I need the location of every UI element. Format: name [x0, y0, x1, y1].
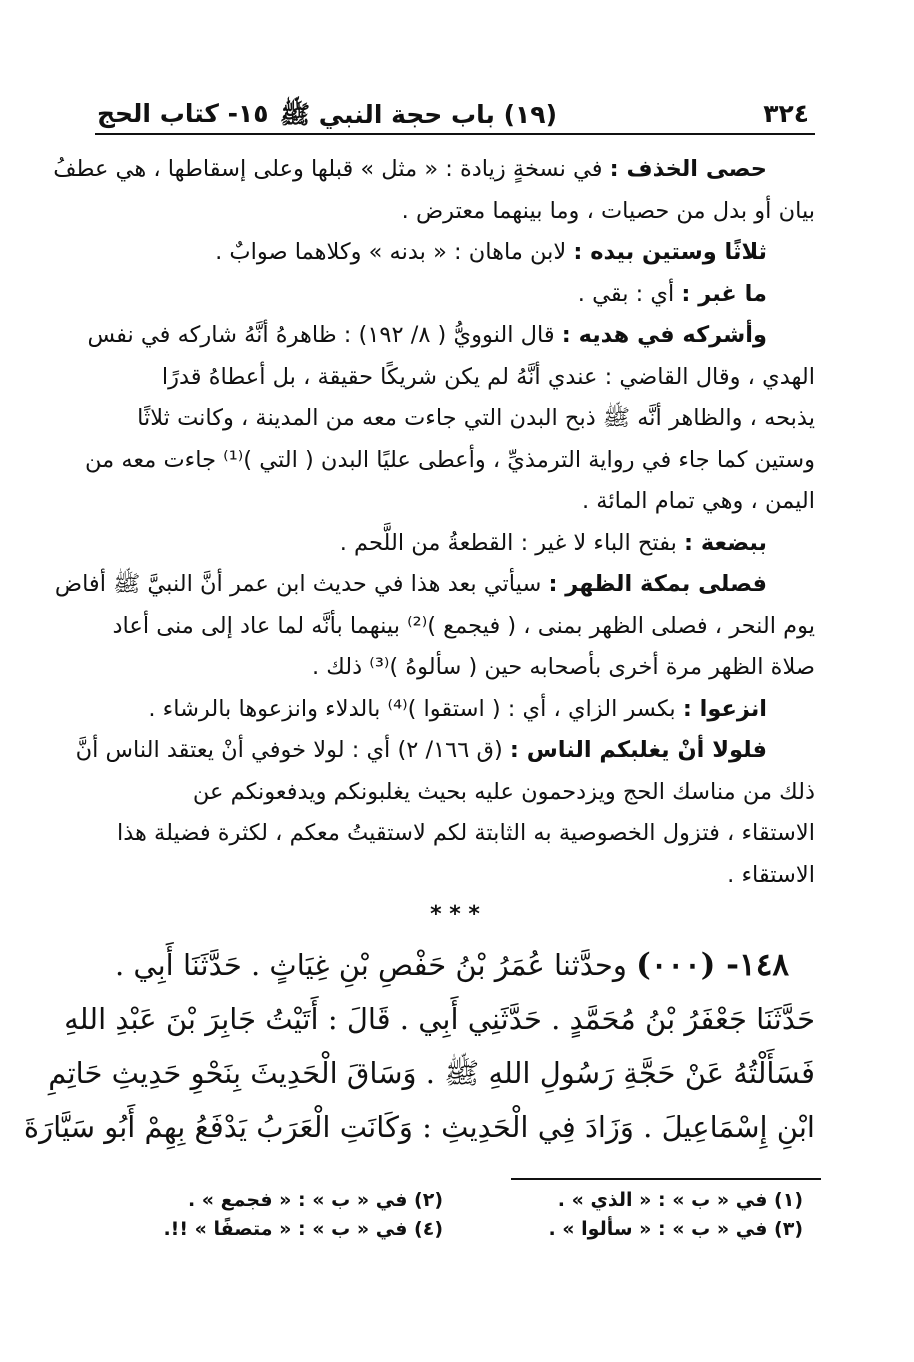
hadith-line: [48, 1046, 815, 1100]
hadith-line-content: فَسَأَلْتُهُ عَنْ حَجَّةِ رَسُولِ اللهِ ﷺ . وَسَاقَ الْحَدِيثَ بِنَحْوِ حَدِيثِ حَاتِمِ: [48, 1056, 815, 1090]
commentary-line-term: ثلاثًا وستين بيده :: [573, 239, 767, 265]
commentary-line-term: ببضعة :: [684, 529, 767, 556]
commentary-line-content: (ق ١٦٦/ ٢) أي : لولا خوفي أنْ يعتقد الناس أنَّ: [75, 737, 510, 763]
hadith-line: [64, 992, 815, 1046]
section-separator: * * *: [430, 902, 480, 927]
commentary-line-term: فلولا أنْ يغلبكم الناس :: [509, 737, 767, 763]
commentary-line-content: صلاة الظهر مرة أخرى بأصحابه حين ( سألوهُ )⁽³⁾ ذلك .: [312, 654, 815, 680]
page-number: ٣٢٤: [763, 99, 809, 128]
commentary-line-term: فصلى بمكة الظهر :: [548, 571, 767, 597]
book-page: [23, 85, 815, 1244]
commentary-line: [95, 772, 815, 814]
commentary-line: [95, 855, 815, 897]
commentary-line: [95, 647, 815, 689]
commentary-line: [87, 315, 815, 357]
commentary-line-term: حصى الخذف :: [609, 156, 767, 182]
hadith-line-content: وحدَّثنا عُمَرُ بْنُ حَفْصِ بْنِ غِيَاثٍ . حَدَّثَنَا أَبِي .: [115, 948, 637, 982]
commentary-line-content: وستين كما جاء في رواية الترمذيِّ ، وأعطى عليًا البدن ( التي )⁽¹⁾ جاءت معه من: [85, 446, 815, 473]
commentary-line-content: اليمن ، وهي تمام المائة .: [581, 488, 815, 514]
commentary-line: [95, 689, 815, 731]
commentary-line-content: الاستقاء ، فتزول الخصوصية به الثابتة لكم لاستقيتُ معكم ، لكثرة فضيلة هذا: [116, 820, 815, 846]
footnote-1: (١) في « ب » : « الذي » .: [557, 1189, 803, 1211]
commentary-line: [53, 149, 815, 191]
footnote-rule: [511, 1178, 821, 1180]
commentary-line-content: يذبحه ، والظاهر أنَّه ﷺ ذبح البدن التي جاءت معه من المدينة ، وكانت ثلاثًا: [137, 405, 815, 431]
commentary-line: [95, 481, 815, 523]
commentary-line-content: بيان أو بدل من حصيات ، وما بينهما معترض .: [401, 197, 815, 224]
hadith-line-term: ١٤٨- (٠٠٠): [636, 947, 789, 983]
commentary-line: [95, 606, 815, 648]
hadith-line: [95, 938, 815, 992]
commentary-line: [54, 564, 815, 606]
commentary-line: [95, 398, 815, 440]
commentary-line: [95, 523, 815, 565]
footnote-2: (٢) في « ب » : « فجمع » .: [187, 1189, 443, 1211]
hadith-line-content: حَدَّثَنَا جَعْفَرُ بْنُ مُحَمَّدٍ . حَدَّثَنِي أَبِي . قَالَ : أَتَيْتُ جَابِرَ بْنَ عَبْدِ اللهِ: [64, 1002, 815, 1036]
commentary-text: [53, 149, 815, 896]
footnotes: [95, 1186, 815, 1244]
commentary-line: [95, 191, 815, 233]
commentary-line-content: لابن ماهان : « بدنه » وكلاهما صوابٌ .: [215, 239, 574, 265]
commentary-line-content: ذلك من مناسك الحج ويزدحمون عليه بحيث يغلبونكم ويدفعونكم عن: [192, 778, 815, 805]
commentary-line: [85, 440, 815, 482]
hadith-line: [23, 1100, 815, 1154]
hadith-line-content: ابْنِ إِسْمَاعِيلَ . وَزَادَ فِي الْحَدِيثِ : وَكَانَتِ الْعَرَبُ يَدْفَعُ بِهِمْ أَبُو سَيَّارَةَ: [23, 1110, 815, 1144]
footnote-3: (٣) في « ب » : « سألوا » .: [548, 1218, 803, 1240]
commentary-line-content: الاستقاء .: [727, 861, 815, 888]
chapter-title: (١٩) باب حجة النبي ﷺ: [279, 100, 557, 129]
commentary-line-content: قال النوويُّ ( ٨/ ١٩٢) : ظاهرهُ أنَّهُ شاركه في نفس: [87, 322, 562, 348]
footnote-4: (٤) في « ب » : « متصفًا » !!.: [163, 1218, 443, 1240]
commentary-line-content: سيأتي بعد هذا في حديث ابن عمر أنَّ النبيَّ ﷺ أفاض: [54, 571, 549, 597]
running-header: [95, 85, 815, 135]
commentary-line-content: أي : بقي .: [577, 280, 682, 307]
commentary-line: [75, 730, 815, 772]
commentary-line-content: يوم النحر ، فصلى الظهر بمنى ، ( فيجمع )⁽²⁾ بينهما بأنَّه لما عاد إلى منى أعاد: [112, 612, 815, 639]
commentary-line-term: ما غبر :: [681, 280, 767, 307]
book-title: ١٥- كتاب الحج: [97, 99, 269, 128]
commentary-line: [95, 813, 815, 855]
commentary-line: [95, 357, 815, 399]
commentary-line-content: الهدي ، وقال القاضي : عندي أنَّهُ لم يكن شريكًا حقيقة ، بل أعطاهُ قدرًا: [161, 363, 815, 390]
hadith-text: [23, 938, 815, 1154]
commentary-line: [95, 232, 815, 274]
commentary-line-term: انزعوا :: [682, 695, 767, 722]
commentary-line: [95, 274, 815, 316]
commentary-line-content: بكسر الزاي ، أي : ( استقوا )⁽⁴⁾ بالدلاء وانزعوها بالرشاء .: [148, 695, 683, 722]
commentary-line-term: وأشركه في هديه :: [561, 322, 767, 348]
commentary-line-content: بفتح الباء لا غير : القطعةُ من اللَّحم .: [339, 529, 685, 556]
commentary-line-content: في نسخةٍ زيادة : « مثل » قبلها وعلى إسقاطها ، هي عطفُ: [53, 156, 610, 182]
